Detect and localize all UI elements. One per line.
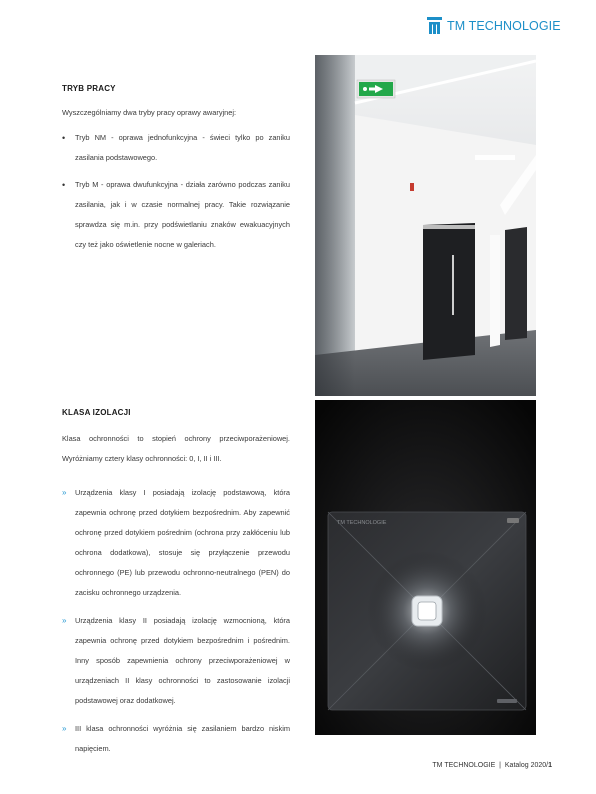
- section-tryb-pracy: [62, 84, 290, 255]
- bullet-list: [62, 128, 290, 255]
- luminaire-photo: [315, 400, 536, 735]
- footer-separator: |: [499, 762, 501, 769]
- double-chevron-icon: »: [62, 724, 67, 733]
- bullet-dot-icon: •: [62, 133, 66, 143]
- tm-logo-icon: [427, 17, 442, 34]
- brand-name: TM TECHNOLOGIE: [447, 18, 561, 33]
- device-brand-label: TM TECHNOLOGIE: [337, 520, 387, 526]
- list-item: » Urządzenia klasy II posiadają izolację wzmocnioną, która zapewnia ochronę przed dotykiem bezpośrednim i pośrednim. Inny sposób zapewnienia ochrony przeciwporażeniowej w urządzeniach II klasy ochronności to zastosowanie izolacji podstawowej oraz dodatkowej.: [62, 611, 290, 711]
- section-klasa-izolacji: [62, 408, 290, 759]
- double-chevron-icon: »: [62, 616, 67, 625]
- bullet-dot-icon: •: [62, 180, 66, 190]
- list-item: » III klasa ochronności wyróżnia się zasilaniem bardzo niskim napięciem.: [62, 719, 290, 759]
- list-item: • Tryb M - oprawa dwufunkcyjna - działa zarówno podczas zaniku zasilania, jak i w czasie normalnej pracy. Takie rozwiązanie sprawdza się m.in. przy podświetlaniu znaków ewakuacyjnych czy też jako oświetlenie nocne w galeriach.: [62, 175, 290, 255]
- section-title: TRYB PRACY: [62, 84, 116, 93]
- page-number: 1: [548, 762, 552, 769]
- corridor-photo: [315, 55, 536, 396]
- section-title: KLASA IZOLACJI: [62, 408, 131, 417]
- luminaire-illustration: [315, 400, 536, 735]
- list-item: » Urządzenia klasy I posiadają izolację podstawową, która zapewnia ochronę przed dotykiem bezpośrednim. Aby zapewnić ochronę przed dotykiem pośrednim (ochrona przy zakłóceniu lub ochrona dodatkowa), stosuje się przyłączenie przewodu ochronnego (PE) lub przewodu ochronno-neutralnego (PEN) do zacisku ochronnego urządzenia.: [62, 483, 290, 603]
- bullet-list: [62, 483, 290, 759]
- footer-catalog: Katalog 2020/: [504, 762, 549, 769]
- footer-brand: TM TECHNOLOGIE: [432, 762, 496, 769]
- section-intro: Wyszczególniamy dwa tryby pracy oprawy awaryjnej:: [62, 108, 237, 117]
- corridor-illustration: [315, 55, 536, 396]
- section-intro: Klasa ochronności to stopień ochrony przeciwporażeniowej. Wyróżniamy cztery klasy ochronności: 0, I, II i III.: [62, 434, 290, 463]
- page-footer: [432, 762, 552, 769]
- double-chevron-icon: »: [62, 488, 67, 497]
- list-item: • Tryb NM - oprawa jednofunkcyjna - świeci tylko po zaniku zasilania podstawowego.: [62, 128, 290, 168]
- brand-logo: [427, 17, 561, 34]
